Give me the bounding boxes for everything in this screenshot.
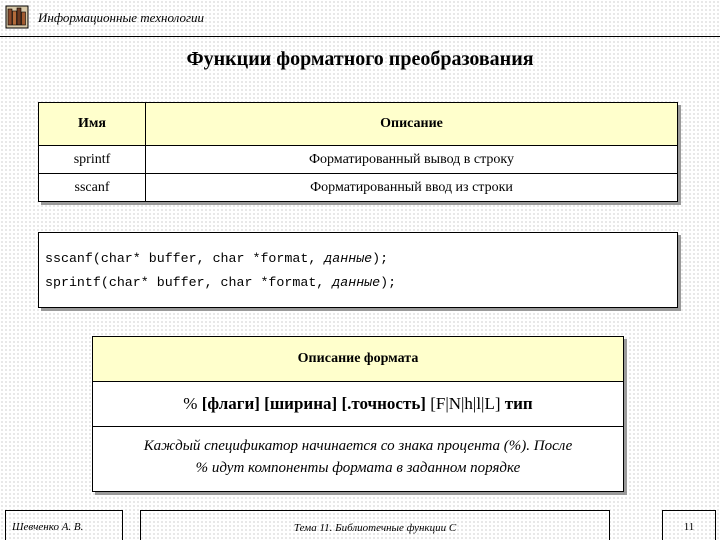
header-title: Информационные технологии (38, 10, 205, 25)
table-row (39, 146, 678, 174)
function-name-cell: sprintf (39, 146, 146, 174)
code-text: ); (372, 251, 389, 266)
code-text: sprintf(char* buffer, char *format, (45, 275, 333, 290)
code-text: ); (380, 275, 397, 290)
format-note-line: % идут компоненты формата в заданном порядке (195, 460, 521, 476)
footer-author: Шевченко А. В. (5, 510, 123, 540)
format-note (93, 427, 623, 479)
code-arg: данные (324, 251, 373, 266)
syntax-width: [ширина] (264, 394, 338, 413)
function-description-cell: Форматированный вывод в строку (146, 146, 678, 174)
functions-table (38, 102, 678, 202)
slide-header (0, 0, 720, 37)
books-icon (5, 5, 29, 29)
function-name-cell: sscanf (39, 174, 146, 202)
format-note-line: Каждый спецификатор начинается со знака процента (%). После (143, 438, 573, 454)
page-title: Функции форматного преобразования (186, 48, 534, 70)
column-header-description: Описание (146, 103, 678, 146)
syntax-percent: % (183, 394, 202, 413)
table-header-row (39, 103, 678, 146)
syntax-type: тип (504, 394, 533, 413)
code-text: sscanf(char* buffer, char *format, (45, 251, 325, 266)
syntax-precision: [.точность] (341, 394, 426, 413)
code-line-sprintf (45, 271, 671, 295)
format-description-box (92, 336, 624, 492)
code-line-sscanf (45, 247, 671, 271)
footer-topic: Тема 11. Библиотечные функции С (140, 510, 610, 540)
footer-page-number: 11 (662, 510, 716, 540)
syntax-flags: [флаги] (201, 394, 260, 413)
table-row (39, 174, 678, 202)
format-syntax (93, 382, 623, 427)
code-arg: данные (332, 275, 381, 290)
column-header-name: Имя (39, 103, 146, 146)
format-box-header: Описание формата (93, 337, 623, 382)
function-description-cell: Форматированный ввод из строки (146, 174, 678, 202)
code-block (38, 232, 678, 308)
syntax-size: [F|N|h|l|L] (430, 394, 501, 413)
